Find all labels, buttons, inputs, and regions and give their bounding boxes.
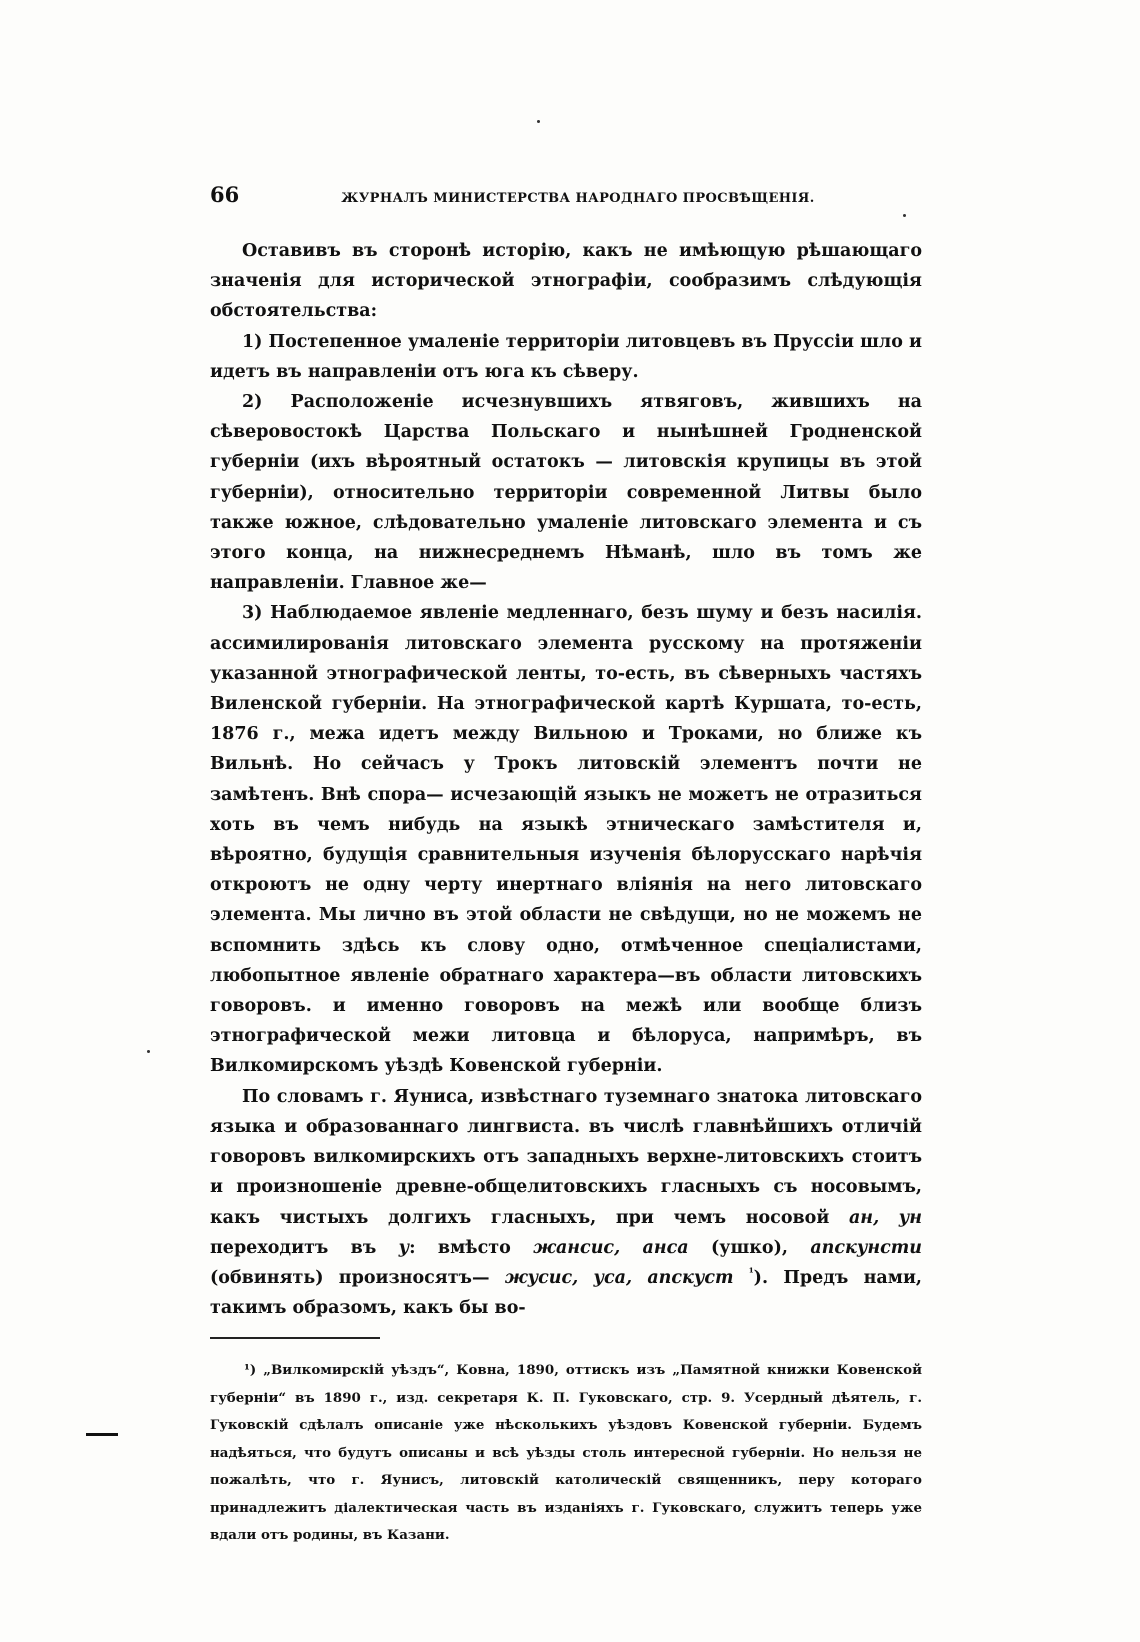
- example-word: ан, ун: [848, 1207, 923, 1228]
- main-text: [210, 236, 922, 1323]
- example-word: жансис, анса: [533, 1237, 689, 1258]
- example-word: апскунсти: [810, 1237, 923, 1258]
- footnote-text: ¹) „Вилкомирскій уѣздъ“, Ковна, 1890, оттискъ изъ „Памятной книжки Ковенской губерніи“ въ 1890 г., изд. секретаря К. П. Гуковскаго, стр. 9. Усердный дѣятель, г. Гуковскій сдѣлалъ описаніе уже нѣсколькихъ уѣздовъ Ковенской губерніи. Будемъ надѣяться, что будутъ описаны и всѣ уѣзды столь интересной губерніи. Но нельзя не пожалѣть, что г. Яунисъ, литовскій католическій священникъ, перу котораго принадлежитъ діалектическая часть въ изданіяхъ г. Гуковскаго, служитъ теперь уже вдали отъ родины, въ Казани.: [210, 1362, 922, 1544]
- paragraph-point-2: 2) Расположеніе исчезнувшихъ ятвяговъ, жившихъ на сѣверовостокѣ Царства Польскаго и нынѣшней Гродненской губерніи (ихъ вѣроятный остатокъ — литовскія крупицы въ этой губерніи), относительно территоріи современной Литвы было также южное, слѣдовательно умаленіе литовскаго элемента и съ этого конца, на нижнесреднемъ Нѣманѣ, шло въ томъ же направленіи. Главное же—: [210, 392, 922, 594]
- paragraph-point-3: 3) Наблюдаемое явленіе медленнаго, безъ шуму и безъ насилія. ассимилированія литовскаго элемента русскому на протяженіи указанной этнографической ленты, то-есть, въ сѣверныхъ частяхъ Виленской губерніи. На этнографической картѣ Куршата, то-есть, 1876 г., межа идетъ между Вильною и Троками, но ближе къ Вильнѣ. Но сейчасъ у Трокъ литовскій элементъ почти не замѣтенъ. Внѣ спора— исчезающій языкъ не можетъ не отразиться хоть въ чемъ нибудь на языкѣ этническаго замѣстителя и, вѣроятно, будущія сравнительныя изученія бѣлорусскаго нарѣчія откроютъ не одну черту инертнаго вліянія на него литовскаго элемента. Мы лично въ этой области не свѣдущи, но не можемъ не вспомнить здѣсь къ слову одно, отмѣченное спеціалистами, любопытное явленіе обратнаго характера—въ области литовскихъ говоровъ. и именно говоровъ на межѣ или вообще близъ этнографической межи литовца и бѣлоруса, напримѣръ, въ Вилкомирскомъ уѣздѣ Ковенской губерніи.: [210, 603, 922, 1077]
- example-word: жусис, уса, апскуст: [504, 1267, 734, 1288]
- text-segment: : вмѣсто: [409, 1237, 511, 1258]
- scan-speck: [903, 214, 906, 217]
- scan-speck: [537, 120, 540, 123]
- example-word: у: [398, 1237, 410, 1258]
- paragraph-intro: Оставивъ въ сторонѣ исторію, какъ не имѣющую рѣшающаго значенія для исторической этнографіи, сообразимъ слѣдующія обстоятельства:: [210, 241, 922, 322]
- text-segment: По словамъ г. Яуниса, извѣстнаго туземнаго знатока литовскаго языка и образованнаго лингвиста. въ числѣ главнѣйшихъ отличій говоровъ вилкомирскихъ отъ западныхъ верхне-литовскихъ стоитъ и произношеніе древне-общелитовскихъ гласныхъ съ носовымъ, какъ чистыхъ долгихъ гласныхъ, при чемъ носовой: [210, 1086, 922, 1228]
- page-header: [210, 182, 922, 218]
- page-number: 66: [210, 182, 240, 207]
- margin-mark: [86, 1433, 118, 1436]
- paragraph-yaunis: [210, 1082, 922, 1324]
- text-segment: ). Предъ нами, такимъ образомъ, какъ бы во-: [210, 1267, 923, 1319]
- text-segment: переходитъ въ: [210, 1237, 377, 1258]
- footnote-divider: [210, 1337, 380, 1339]
- running-title: ЖУРНАЛЪ МИНИСТЕРСТВА НАРОДНАГО ПРОСВѢЩЕНІЯ.: [341, 191, 815, 206]
- footnote-reference: ¹: [748, 1266, 754, 1280]
- book-page: [210, 182, 922, 1550]
- footnote: [210, 1357, 922, 1550]
- text-segment: (ушко),: [710, 1237, 788, 1258]
- scan-speck: [147, 1050, 150, 1053]
- paragraph-point-1: 1) Постепенное умаленіе территоріи литовцевъ въ Пруссіи шло и идетъ въ направленіи отъ юга къ сѣверу.: [210, 331, 922, 382]
- text-segment: (обвинять) произносятъ—: [210, 1267, 490, 1288]
